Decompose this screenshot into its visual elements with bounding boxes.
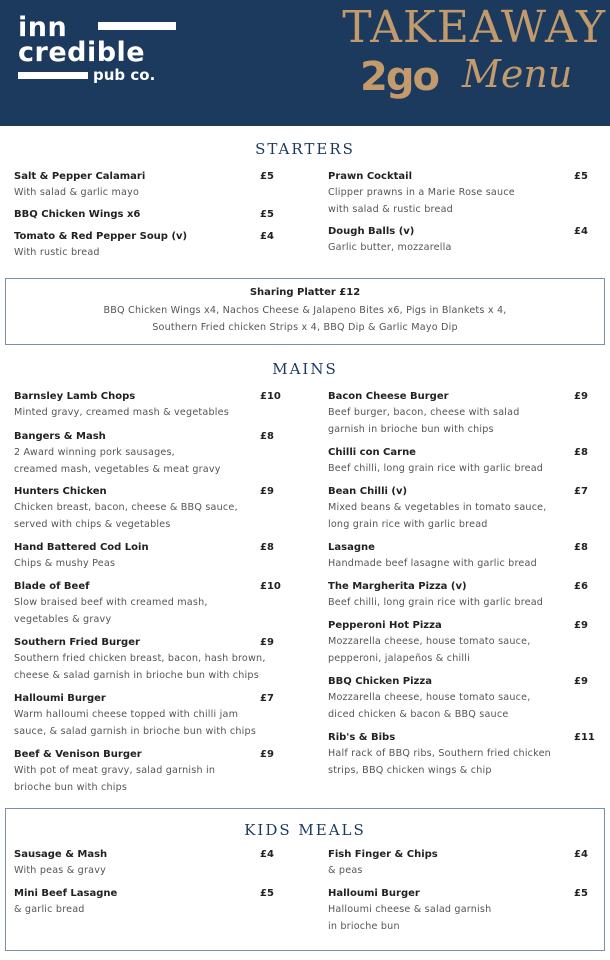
item-description: Half rack of BBQ ribs, Southern fried chicken [328, 748, 551, 759]
item-description: brioche bun with chips [14, 782, 128, 793]
mains-item [328, 446, 592, 477]
item-name: Southern Fried Burger [14, 637, 140, 648]
item-name: Bacon Cheese Burger [328, 391, 449, 402]
item-description: Southern fried chicken breast, bacon, hash brown, [14, 653, 266, 664]
logo-bar-2 [18, 72, 88, 79]
item-description: long grain rice with garlic bread [328, 519, 488, 530]
item-name: Mini Beef Lasagne [14, 888, 118, 899]
item-name: Sausage & Mash [14, 849, 108, 860]
item-description: With pot of meat gravy, salad garnish in [14, 765, 216, 776]
logo-line-pubco: pub co. [93, 66, 156, 84]
item-price: £5 [260, 888, 274, 899]
starters-item [328, 225, 592, 256]
item-name: Pepperoni Hot Pizza [328, 620, 442, 631]
item-price: £8 [574, 447, 588, 458]
item-name: Beef & Venison Burger [14, 749, 142, 760]
starters-item [14, 208, 278, 222]
menu-title: TAKEAWAY [342, 2, 606, 53]
item-name: Prawn Cocktail [328, 171, 413, 182]
item-price: £4 [574, 226, 588, 237]
item-price: £4 [574, 849, 588, 860]
item-name: Rib's & Bibs [328, 732, 396, 743]
item-name: Dough Balls (v) [328, 226, 415, 237]
item-price: £9 [260, 749, 274, 760]
sharing-platter-line-1: BBQ Chicken Wings x4, Nachos Cheese & Jalapeno Bites x6, Pigs in Blankets x 4, [103, 305, 507, 316]
item-price: £9 [260, 486, 274, 497]
mains-item [14, 430, 278, 478]
item-description: Mozzarella cheese, house tomato sauce, [328, 692, 531, 703]
item-name: Blade of Beef [14, 581, 90, 592]
sharing-platter-line-2: Southern Fried chicken Strips x 4, BBQ Dip & Garlic Mayo Dip [152, 322, 458, 333]
item-name: Hunters Chicken [14, 486, 107, 497]
kids-heading: KIDS MEALS [244, 821, 366, 839]
item-price: £10 [260, 391, 281, 402]
kids-item [328, 848, 592, 879]
item-description: Handmade beef lasagne with garlic bread [328, 558, 537, 569]
item-description: strips, BBQ chicken wings & chip [328, 765, 492, 776]
mains-item [14, 541, 278, 572]
mains-item [14, 390, 281, 421]
item-price: £9 [574, 620, 588, 631]
starters-heading: STARTERS [255, 140, 355, 158]
item-price: £6 [574, 581, 588, 592]
item-name: BBQ Chicken Pizza [328, 676, 432, 687]
item-description: Mozzarella cheese, house tomato sauce, [328, 636, 531, 647]
item-description: Warm halloumi cheese topped with chilli jam [14, 709, 239, 720]
mains-item [328, 675, 592, 723]
logo-line-inn: inn [18, 12, 68, 43]
item-description: creamed mash, vegetables & meat gravy [14, 464, 221, 475]
item-price: £5 [260, 209, 274, 220]
mains-item [328, 541, 592, 572]
item-name: Fish Finger & Chips [328, 849, 438, 860]
item-price: £10 [260, 581, 281, 592]
item-description: Garlic butter, mozzarella [328, 242, 452, 253]
item-description: & garlic bread [14, 904, 85, 915]
item-description: vegetables & gravy [14, 614, 112, 625]
item-name: Chilli con Carne [328, 447, 416, 458]
item-description: served with chips & vegetables [14, 519, 171, 530]
item-price: £9 [574, 391, 588, 402]
item-description: Beef burger, bacon, cheese with salad [328, 407, 520, 418]
header-banner [0, 0, 610, 126]
mains-item [14, 748, 278, 796]
logo-line-credible: credible [18, 37, 146, 68]
item-name: Halloumi Burger [328, 888, 420, 899]
item-description: Chips & mushy Peas [14, 558, 116, 569]
mains-item [328, 580, 592, 611]
item-price: £9 [260, 637, 274, 648]
subtitle-menu: Menu [462, 52, 573, 96]
item-name: Salt & Pepper Calamari [14, 171, 146, 182]
item-name: Bean Chilli (v) [328, 486, 408, 497]
item-description: 2 Award winning pork sausages, [14, 447, 175, 458]
mains-item [14, 485, 278, 533]
starters-item [328, 170, 592, 218]
item-description: With peas & gravy [14, 865, 106, 876]
starters-item [14, 170, 278, 201]
item-name: Hand Battered Cod Loin [14, 542, 149, 553]
item-description: diced chicken & bacon & BBQ sauce [328, 709, 509, 720]
item-name: Halloumi Burger [14, 693, 106, 704]
item-name: Bangers & Mash [14, 431, 106, 442]
mains-heading: MAINS [272, 360, 338, 378]
subtitle-2go: 2go [360, 54, 438, 100]
item-description: sauce, & salad garnish in brioche bun with chips [14, 726, 257, 737]
item-price: £8 [260, 431, 274, 442]
item-name: BBQ Chicken Wings x6 [14, 209, 141, 220]
item-name: Barnsley Lamb Chops [14, 391, 136, 402]
item-description: Beef chilli, long grain rice with garlic bread [328, 463, 544, 474]
item-price: £11 [574, 732, 595, 743]
kids-item [14, 887, 278, 918]
item-price: £4 [260, 231, 274, 242]
mains-item [328, 485, 592, 533]
item-description: Halloumi cheese & salad garnish [328, 904, 492, 915]
item-price: £8 [574, 542, 588, 553]
item-description: With salad & garlic mayo [14, 187, 140, 198]
item-price: £9 [574, 676, 588, 687]
item-price: £7 [260, 693, 274, 704]
mains-item [328, 390, 592, 438]
item-description: Clipper prawns in a Marie Rose sauce [328, 187, 515, 198]
item-name: The Margherita Pizza (v) [328, 581, 467, 592]
item-description: in brioche bun [328, 921, 400, 932]
item-name: Lasagne [328, 542, 375, 553]
item-description: with salad & rustic bread [328, 204, 453, 215]
mains-item [14, 580, 281, 628]
item-description: pepperoni, jalapeños & chilli [328, 653, 470, 664]
item-price: £5 [260, 171, 274, 182]
logo-line-pubco-row [18, 67, 155, 83]
brand-logo [18, 12, 156, 84]
item-price: £5 [574, 171, 588, 182]
kids-item [328, 887, 592, 935]
item-price: £4 [260, 849, 274, 860]
item-description: garnish in brioche bun with chips [328, 424, 494, 435]
logo-bar [98, 22, 176, 30]
item-description: Slow braised beef with creamed mash, [14, 597, 208, 608]
item-description: Chicken breast, bacon, cheese & BBQ sauce, [14, 502, 238, 513]
item-price: £7 [574, 486, 588, 497]
mains-item [328, 731, 595, 779]
mains-item [14, 692, 278, 740]
mains-item [328, 619, 592, 667]
mains-item [14, 636, 278, 684]
item-description: cheese & salad garnish in brioche bun with chips [14, 670, 259, 681]
item-price: £5 [574, 888, 588, 899]
starters-item [14, 230, 278, 261]
item-price: £8 [260, 542, 274, 553]
item-description: Minted gravy, creamed mash & vegetables [14, 407, 229, 418]
item-description: Mixed beans & vegetables in tomato sauce, [328, 502, 547, 513]
sharing-platter-title: Sharing Platter £12 [249, 287, 361, 298]
item-description: Beef chilli, long grain rice with garlic bread [328, 597, 544, 608]
kids-item [14, 848, 278, 879]
item-description: & peas [328, 865, 363, 876]
item-description: With rustic bread [14, 247, 100, 258]
item-name: Tomato & Red Pepper Soup (v) [14, 231, 188, 242]
